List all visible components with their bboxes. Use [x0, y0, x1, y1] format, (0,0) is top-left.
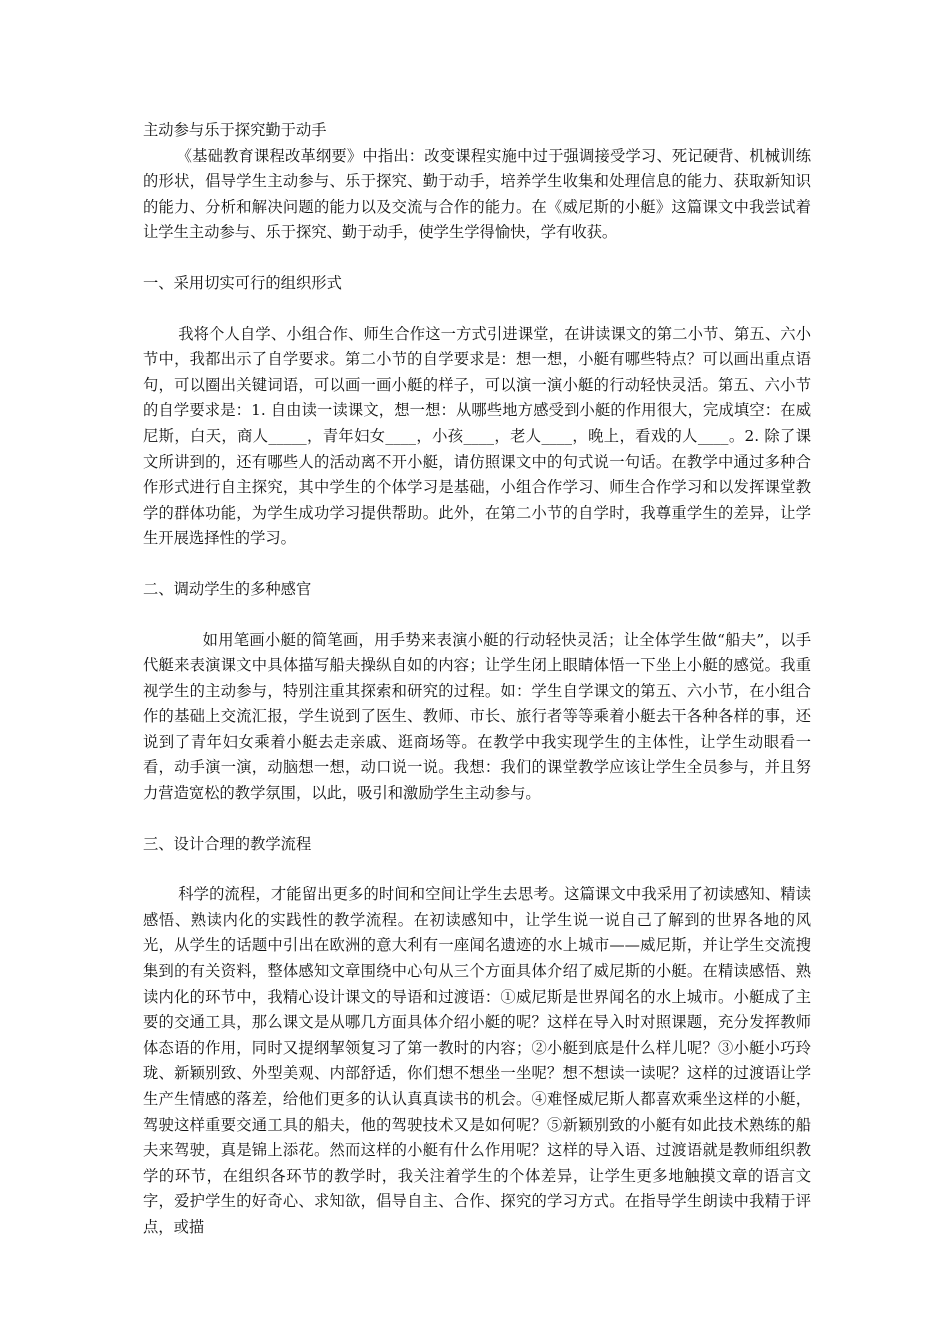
- section-body-1: 我将个人自学、小组合作、师生合作这一方式引进课堂，在讲读课文的第二小节、第五、六小节中，我都出示了自学要求。第二小节的自学要求是：想一想，小艇有哪些特点？可以画出重点语句，可以圈出关键词语，可以画一画小艇的样子，可以演一演小艇的行动轻快灵活。第五、六小节的自学要求是：1. 自由读一读课文，想一想：从哪些地方感受到小艇的作用很大，完成填空：在威尼斯，白天，商人_____，青年妇女____，小孩____，老人____，晚上，看戏的人____。2. 除了课文所讲到的，还有哪些人的活动离不开小艇，请仿照课文中的句式说一句话。在教学中通过多种合作形式进行自主探究，其中学生的个体学习是基础，小组合作学习、师生合作学习和以发挥课堂教学的群体功能，为学生成功学习提供帮助。此外，在第二小节的自学时，我尊重学生的差异，让学生开展选择性的学习。: [143, 324, 811, 548]
- document-title: 主动参与乐于探究勤于动手: [143, 121, 327, 139]
- document-page: [143, 118, 811, 1241]
- section-body-3: 科学的流程，才能留出更多的时间和空间让学生去思考。这篇课文中我采用了初读感知、精读感悟、熟读内化的实践性的教学流程。在初读感知中，让学生说一说自己了解到的世界各地的风光，从学生的话题中引出在欧洲的意大利有一座闻名遗迹的水上城市——威尼斯，并让学生交流搜集到的有关资料，整体感知文章围绕中心句从三个方面具体介绍了威尼斯的小艇。在精读感悟、熟读内化的环节中，我精心设计课文的导语和过渡语：①威尼斯是世界闻名的水上城市。小艇成了主要的交通工具，那么课文是从哪几方面具体介绍小艇的呢？这样在导入时对照课题，充分发挥教师体态语的作用，同时又提纲挈领复习了第一教时的内容；②小艇到底是什么样儿呢？③小艇小巧玲珑、新颖别致、外型美观、内部舒适，你们想不想坐一坐呢？想不想读一读呢？这样的过渡语让学生产生情感的落差，给他们更多的认认真真读书的机会。④难怪威尼斯人都喜欢乘坐这样的小艇，驾驶这样重要交通工具的船夫，他的驾驶技术又是如何呢？⑤新颖别致的小艇有如此技术熟练的船夫来驾驶，真是锦上添花。然而这样的小艇有什么作用呢？这样的导入语、过渡语就是教师组织教学的环节，在组织各环节的教学时，我关注着学生的个体差异，让学生更多地触摸文章的语言文字，爱护学生的好奇心、求知欲，倡导自主、合作、探究的学习方式。在指导学生朗读中我精于评点，或描: [143, 885, 811, 1236]
- section-heading-2: 二、调动学生的多种感官: [143, 579, 312, 598]
- section-heading-1: 一、采用切实可行的组织形式: [143, 273, 342, 292]
- intro-paragraph: 《基础教育课程改革纲要》中指出：改变课程实施中过于强调接受学习、死记硬背、机械训练的形状，倡导学生主动参与、乐于探究、勤于动手，培养学生收集和处理信息的能力、获取新知识的能力、分析和解决问题的能力以及交流与合作的能力。在《威尼斯的小艇》这篇课文中我尝试着让学生主动参与、乐于探究、勤于动手，使学生学得愉快，学有收获。: [143, 146, 811, 242]
- section-heading-3: 三、设计合理的教学流程: [143, 834, 312, 853]
- section-body-2: 如用笔画小艇的简笔画，用手势来表演小艇的行动轻快灵活；让全体学生做“船夫”，以手代艇来表演课文中具体描写船夫操纵自如的内容；让学生闭上眼睛体悟一下坐上小艇的感觉。我重视学生的主动参与，特别注重其探索和研究的过程。如：学生自学课文的第五、六小节，在小组合作的基础上交流汇报，学生说到了医生、教师、市长、旅行者等等乘着小艇去干各种各样的事，还说到了青年妇女乘着小艇去走亲戚、逛商场等。在教学中我实现学生的主体性，让学生动眼看一看，动手演一演，动脑想一想，动口说一说。我想：我们的课堂教学应该让学生全员参与，并且努力营造宽松的教学氛围，以此，吸引和激励学生主动参与。: [143, 630, 811, 803]
